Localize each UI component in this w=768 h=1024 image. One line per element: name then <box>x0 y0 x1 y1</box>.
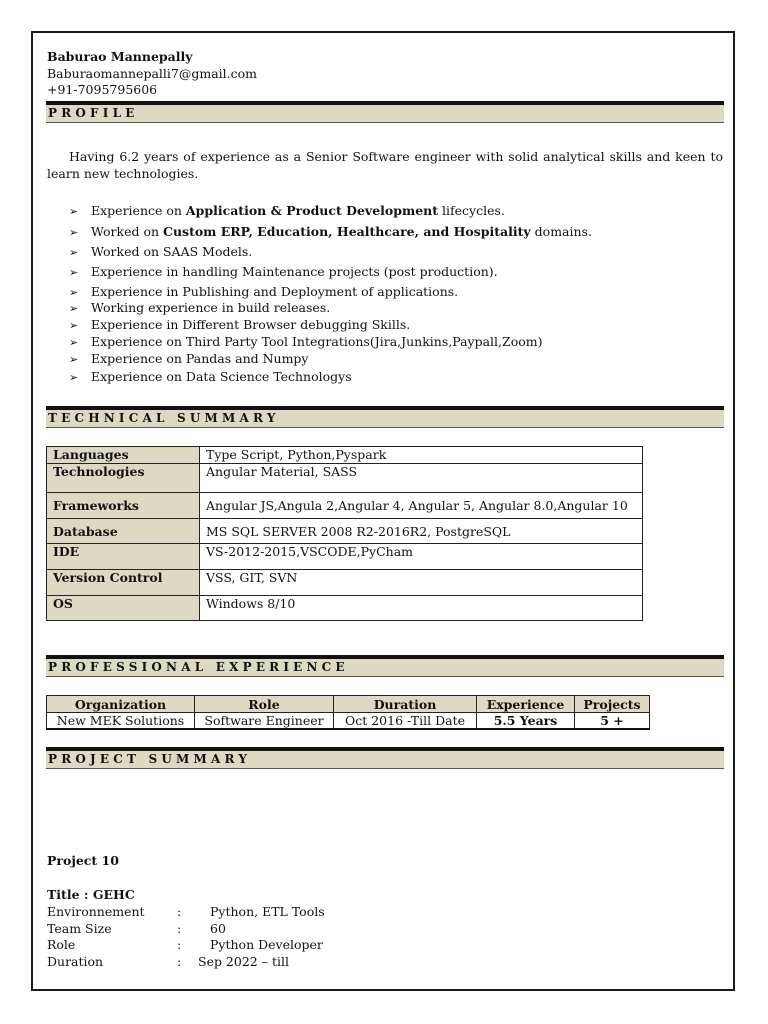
profile-section-header <box>46 101 724 123</box>
table-label: Languages <box>47 447 200 464</box>
column-header-experience: Experience <box>477 696 575 713</box>
detail-key: Team Size <box>47 921 112 936</box>
table-row <box>47 544 643 570</box>
detail-key: Environnement <box>47 904 145 919</box>
technical-section-header <box>46 406 724 428</box>
arrow-bullet-icon: ➢ <box>69 371 79 384</box>
table-value: Angular JS,Angula 2,Angular 4, Angular 5, Angular 8.0,Angular 10 <box>200 493 643 519</box>
detail-key: Role <box>47 937 76 952</box>
column-header-duration: Duration <box>334 696 477 713</box>
column-header-organization: Organization <box>47 696 195 713</box>
candidate-email: Baburaomannepalli7@gmail.com <box>47 66 258 81</box>
bullet-text: Experience on Pandas and Numpy <box>91 351 309 366</box>
table-value: MS SQL SERVER 2008 R2-2016R2, PostgreSQL <box>200 519 643 544</box>
table-value: Type Script, Python,Pyspark <box>200 447 643 464</box>
experience-section-title: PROFESSIONAL EXPERIENCE <box>48 660 349 674</box>
bullet-text: Experience in Publishing and Deployment of applications. <box>91 284 459 299</box>
arrow-bullet-icon: ➢ <box>69 302 79 315</box>
arrow-bullet-icon: ➢ <box>69 353 79 366</box>
resume-page <box>31 31 735 991</box>
list-item <box>69 369 352 384</box>
bullet-bold-text: Custom ERP, Education, Healthcare, and Hospitality <box>163 224 531 239</box>
table-value: Angular Material, SASS <box>200 464 643 493</box>
table-value: VS-2012-2015,VSCODE,PyCham <box>200 544 643 570</box>
arrow-bullet-icon: ➢ <box>69 226 79 239</box>
detail-colon: : <box>177 904 182 919</box>
table-value: VSS, GIT, SVN <box>200 570 643 596</box>
arrow-bullet-icon: ➢ <box>69 286 79 299</box>
bullet-text: Worked on <box>91 224 163 239</box>
table-label: OS <box>47 596 200 621</box>
profile-section-title: PROFILE <box>48 106 139 120</box>
list-item <box>69 317 410 332</box>
table-row <box>47 447 643 464</box>
list-item <box>69 351 309 366</box>
project-heading: Project 10 <box>47 853 119 868</box>
detail-colon: : <box>177 937 182 952</box>
column-header-role: Role <box>195 696 334 713</box>
bullet-text-end: lifecycles. <box>438 203 505 218</box>
arrow-bullet-icon: ➢ <box>69 319 79 332</box>
table-label: Version Control <box>47 570 200 596</box>
bullet-text: Experience on Third Party Tool Integrations(Jira,Junkins,Paypall,Zoom) <box>91 334 543 349</box>
list-item <box>69 224 592 239</box>
detail-value: Python, ETL Tools <box>210 904 325 919</box>
table-label: Database <box>47 519 200 544</box>
bullet-text-end: domains. <box>530 224 592 239</box>
table-row <box>47 493 643 519</box>
table-label: Frameworks <box>47 493 200 519</box>
bullet-text: Experience in handling Maintenance projects (post production). <box>91 264 498 279</box>
experience-table <box>46 695 650 730</box>
arrow-bullet-icon: ➢ <box>69 205 79 218</box>
list-item <box>69 244 252 259</box>
list-item <box>69 203 505 218</box>
bullet-bold-text: Application & Product Development <box>185 203 439 218</box>
experience-section-header <box>46 655 724 677</box>
technical-summary-table <box>46 446 643 621</box>
detail-colon: : <box>177 921 182 936</box>
arrow-bullet-icon: ➢ <box>69 336 79 349</box>
cell-role: Software Engineer <box>195 713 334 730</box>
table-row <box>47 464 643 493</box>
candidate-name: Baburao Mannepally <box>47 49 193 64</box>
cell-duration: Oct 2016 -Till Date <box>334 713 477 730</box>
table-label: IDE <box>47 544 200 570</box>
list-item <box>69 300 330 315</box>
detail-value: Sep 2022 – till <box>198 954 289 969</box>
table-header-row <box>47 696 650 713</box>
cell-experience: 5.5 Years <box>477 713 575 730</box>
bullet-text: Experience on Data Science Technologys <box>91 369 352 384</box>
projects-section-title: PROJECT SUMMARY <box>48 752 252 766</box>
cell-organization: New MEK Solutions <box>47 713 195 730</box>
technical-section-title: TECHNICAL SUMMARY <box>48 411 280 425</box>
column-header-projects: Projects <box>575 696 650 713</box>
bullet-text: Experience in Different Browser debugging Skills. <box>91 317 411 332</box>
arrow-bullet-icon: ➢ <box>69 246 79 259</box>
arrow-bullet-icon: ➢ <box>69 266 79 279</box>
table-label: Technologies <box>47 464 200 493</box>
project-title: Title : GEHC <box>47 887 135 902</box>
table-value: Windows 8/10 <box>200 596 643 621</box>
list-item <box>69 284 458 299</box>
list-item <box>69 264 498 279</box>
detail-value: Python Developer <box>210 937 323 952</box>
list-item <box>69 334 543 349</box>
cell-projects: 5 + <box>575 713 650 730</box>
detail-value: 60 <box>210 921 226 936</box>
bullet-text: Experience on <box>91 203 186 218</box>
bullet-text: Working experience in build releases. <box>91 300 331 315</box>
detail-key: Duration <box>47 954 104 969</box>
candidate-phone: +91-7095795606 <box>47 82 158 97</box>
bullet-text: Worked on SAAS Models. <box>91 244 253 259</box>
profile-summary: Having 6.2 years of experience as a Senior Software engineer with solid analytical skills and keen to learn new technologies. <box>47 149 723 181</box>
table-row <box>47 519 643 544</box>
table-row <box>47 713 650 730</box>
detail-colon: : <box>177 954 182 969</box>
table-row <box>47 596 643 621</box>
projects-section-header <box>46 747 724 769</box>
table-row <box>47 570 643 596</box>
